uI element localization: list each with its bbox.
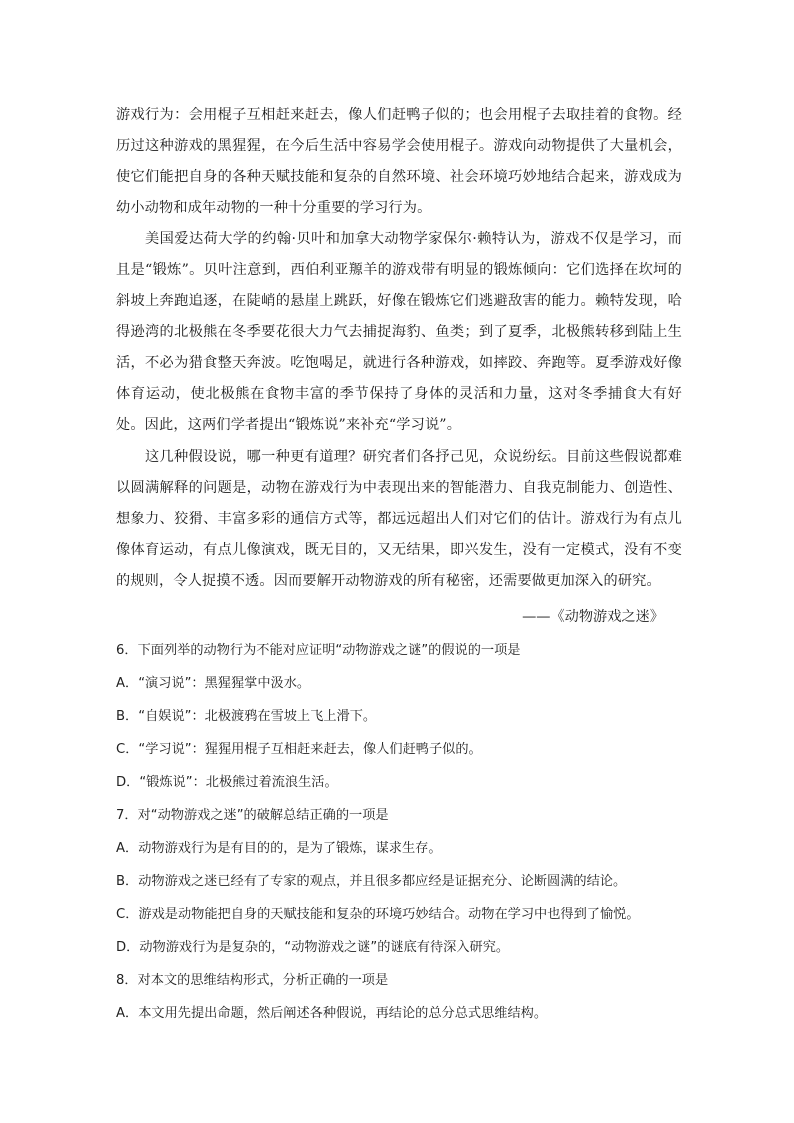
passage-paragraph-1: 游戏行为：会用棍子互相赶来赶去，像人们赶鸭子似的；也会用棍子去取挂着的食物。经历过这种游戏的黑猩猩，在今后生活中容易学会使用棍子。游戏向动物提供了大量机会，使它们能把自身的各种天赋技能和复杂的自然环境、社会环境巧妙地结合起来，游戏成为幼小动物和成年动物的一种十分重要的学习行为。	[116, 107, 682, 216]
passage-paragraph-2: 美国爱达荷大学的约翰·贝叶和加拿大动物学家保尔·赖特认为，游戏不仅是学习，而且是“锻炼”。贝叶注意到，西伯利亚羱羊的游戏带有明显的锻炼倾向：它们选择在坎坷的斜坡上奔跑追逐，在陡峭的悬崖上跳跃，好像在锻炼它们逃避敌害的能力。赖特发现，哈得逊湾的北极熊在冬季要花很大力气去捕捉海豹、鱼类；到了夏季，北极熊转移到陆上生活，不必为猎食整天奔波。吃饱喝足，就进行各种游戏，如摔跤、奔跑等。夏季游戏好像体育运动，使北极熊在食物丰富的季节保持了身体的灵活和力量，这对冬季捕食大有好处。因此，这两们学者提出“锻炼说”来补充“学习说”。	[116, 231, 682, 433]
question-7-stem: 7．对“动物游戏之迷”的破解总结正确的一项是	[116, 808, 389, 823]
question-6-option-d: D．“锻炼说”：北极熊过着流浪生活。	[116, 775, 338, 790]
question-6-option-c: C．“学习说”：猩猩用棍子互相赶来赶去，像人们赶鸭子似的。	[116, 742, 482, 757]
question-6-stem: 6．下面列举的动物行为不能对应证明“动物游戏之谜”的假说的一项是	[116, 643, 521, 658]
question-7-option-a: A．动物游戏行为是有目的的，是为了锻炼，谋求生存。	[116, 841, 442, 856]
question-7-option-d: D．动物游戏行为是复杂的，“动物游戏之谜”的谜底有待深入研究。	[116, 940, 510, 955]
passage-paragraph-3: 这几种假设说，哪一种更有道理？研究者们各抒己见，众说纷纭。目前这些假说都难以圆满解释的问题是，动物在游戏行为中表现出来的智能潜力、自我克制能力、创造性、想象力、狡猾、丰富多彩的通信方式等，都远远超出人们对它们的估计。游戏行为有点儿像体育运动，有点儿像演戏，既无目的，又无结果，即兴发生，没有一定模式，没有不变的规则，令人捉摸不透。因而要解开动物游戏的所有秘密，还需要做更加深入的研究。	[116, 449, 682, 589]
question-7-option-b: B．动物游戏之迷已经有了专家的观点，并且很多都应经是证据充分、论断圆满的结论。	[116, 874, 627, 889]
question-6-option-b: B．“自娱说”：北极渡鸦在雪坡上飞上滑下。	[116, 709, 377, 724]
question-8-option-a: A．本文用先提出命题，然后阐述各种假说，再结论的总分总式思维结构。	[116, 1006, 548, 1021]
question-7-option-c: C．游戏是动物能把自身的天赋技能和复杂的环境巧妙结合。动物在学习中也得到了愉悦。	[116, 907, 640, 922]
question-8-stem: 8．对本文的思维结构形式，分析正确的一项是	[116, 973, 389, 988]
question-6-option-a: A．“演习说”：黑猩猩掌中汲水。	[116, 676, 311, 691]
passage-source: ——《动物游戏之迷》	[522, 609, 664, 625]
